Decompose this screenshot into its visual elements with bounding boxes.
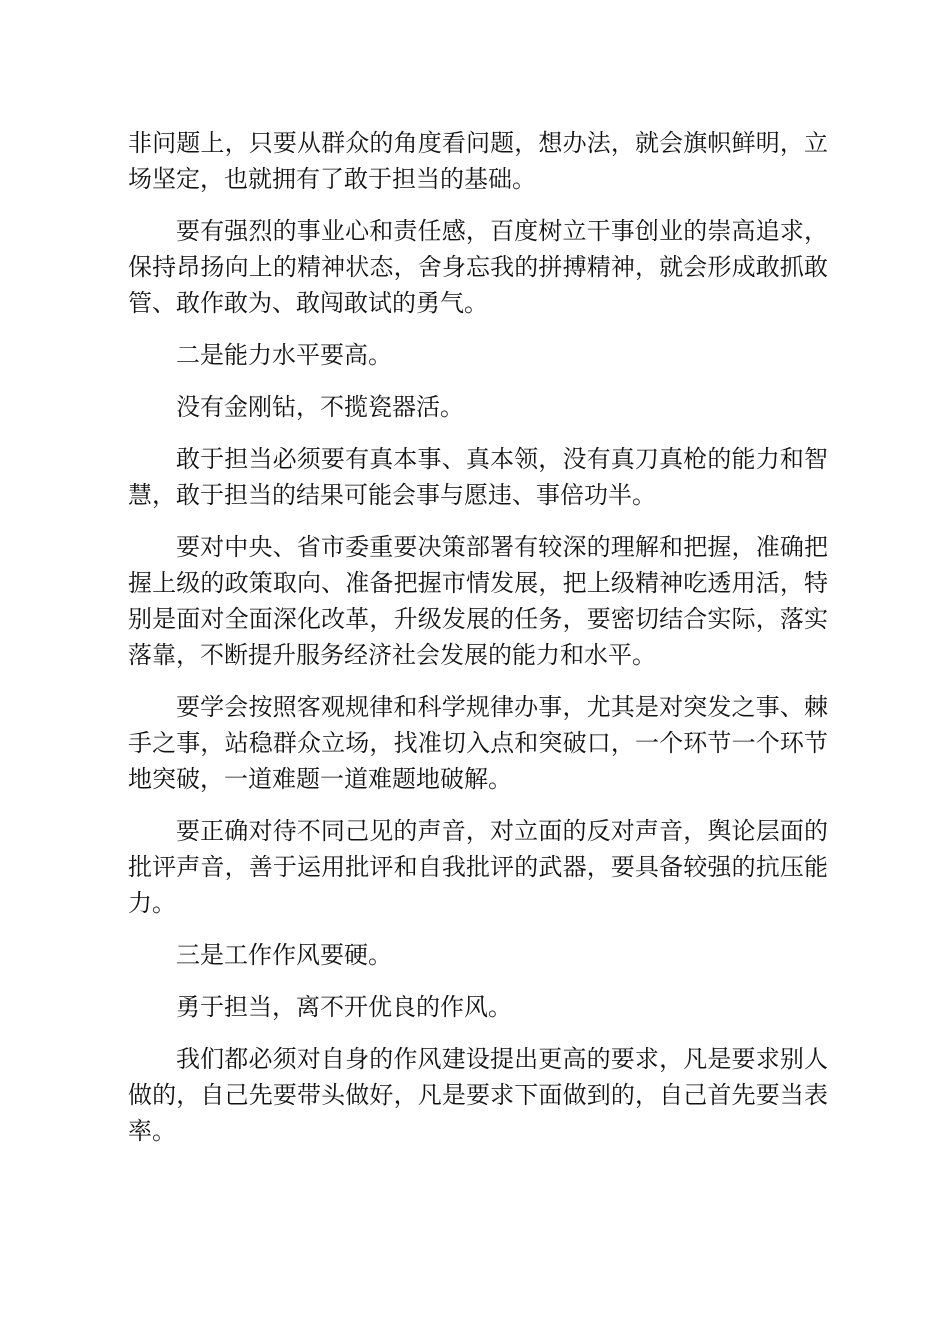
paragraph: 没有金刚钻，不揽瓷器活。 <box>176 393 464 421</box>
section-heading: 二是能力水平要高。 <box>176 341 392 369</box>
paragraph: 要对中央、省市委重要决策部署有较深的理解和把握，准确把握上级的政策取向、准备把握市情发展，把上级精神吃透用活，特别是面对全面深化改革，升级发展的任务，要密切结合实际，落实落靠，不断提升服务经济社会发展的能力和水平。 <box>128 533 828 669</box>
paragraph: 勇于担当，离不开优良的作风。 <box>176 993 512 1021</box>
paragraph: 要正确对待不同己见的声音，对立面的反对声音，舆论层面的批评声音，善于运用批评和自我批评的武器，要具备较强的抗压能力。 <box>128 817 828 917</box>
paragraph: 我们都必须对自身的作风建设提出更高的要求，凡是要求别人做的，自己先要带头做好，凡是要求下面做到的，自己首先要当表率。 <box>128 1045 828 1145</box>
section-heading: 三是工作作风要硬。 <box>176 941 392 969</box>
document-body <box>128 125 828 1165</box>
paragraph: 要有强烈的事业心和责任感，百度树立干事创业的崇高追求，保持昂扬向上的精神状态，舍身忘我的拼搏精神，就会形成敢抓敢管、敢作敢为、敢闯敢试的勇气。 <box>128 217 828 317</box>
paragraph: 敢于担当必须要有真本事、真本领，没有真刀真枪的能力和智慧，敢于担当的结果可能会事与愿违、事倍功半。 <box>128 445 828 509</box>
paragraph-continuation: 非问题上，只要从群众的角度看问题，想办法，就会旗帜鲜明，立场坚定，也就拥有了敢于担当的基础。 <box>128 129 828 193</box>
paragraph: 要学会按照客观规律和科学规律办事，尤其是对突发之事、棘手之事，站稳群众立场，找准切入点和突破口，一个环节一个环节地突破，一道难题一道难题地破解。 <box>128 693 828 793</box>
